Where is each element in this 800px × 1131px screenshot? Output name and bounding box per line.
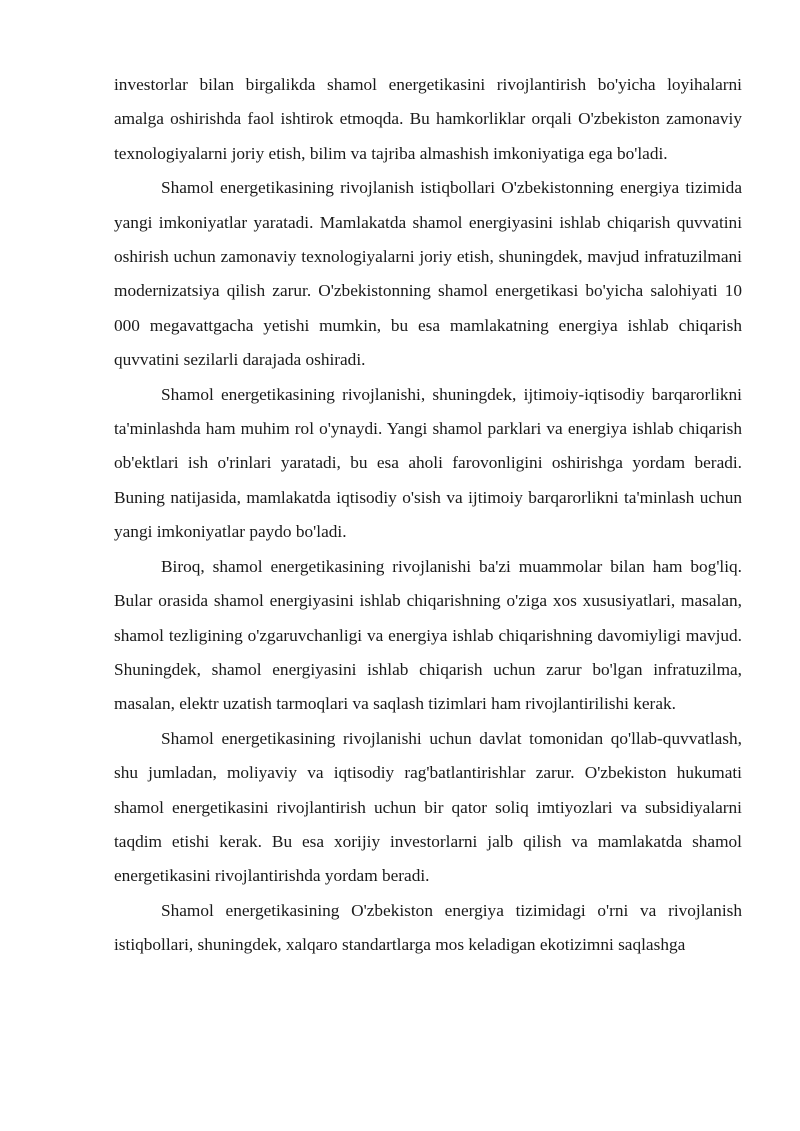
paragraph-development-prospects: Shamol energetikasining rivojlanish istiqbollari O'zbekistonning energiya tizimida yangi imkoniyatlar yaratadi. Mamlakatda shamol energiyasini ishlab chiqarish quvvatini oshirish uchun zamonaviy texnologiyalarni joriy etish, shuningdek, mavjud infratuzilmani modernizatsiya qilish zarur. O'zbekistonning shamol energetikasi bo'yicha salohiyati 10 000 megavattgacha yetishi mumkin, bu esa mamlakatning energiya ishlab chiqarish quvvatini sezilarli darajada oshiradi.: [114, 178, 742, 370]
paragraph-state-support: Shamol energetikasining rivojlanishi uchun davlat tomonidan qo'llab-quvvatlash, shu jumladan, moliyaviy va iqtisodiy rag'batlantirishlar zarur. O'zbekiston hukumati shamol energetikasini rivojlantirish uchun bir qator soliq imtiyozlari va subsidiyalarni taqdim etishi kerak. Bu esa xorijiy investorlarni jalb qilish va mamlakatda shamol energetikasini rivojlantirishda yordam beradi.: [114, 728, 742, 886]
document-page: [114, 68, 742, 963]
paragraph-continuation: investorlar bilan birgalikda shamol energetikasini rivojlantirish bo'yicha loyihalarni amalga oshirishda faol ishtirok etmoqda. Bu hamkorliklar orqali O'zbekiston zamonaviy texnologiyalarni joriy etish, bilim va tajriba almashish imkoniyatiga ega bo'ladi.: [114, 75, 742, 163]
paragraph-challenges: Biroq, shamol energetikasining rivojlanishi ba'zi muammolar bilan ham bog'liq. Bular orasida shamol energiyasini ishlab chiqarishning o'ziga xos xususiyatlari, masalan, shamol tezligining o'zgaruvchanligi va energiya ishlab chiqarishning davomiyligi mavjud. Shuningdek, shamol energiyasini ishlab chiqarish uchun zarur bo'lgan infratuzilma, masalan, elektr uzatish tarmoqlari va saqlash tizimlari ham rivojlantirilishi kerak.: [114, 556, 742, 714]
paragraph-socioeconomic-stability: Shamol energetikasining rivojlanishi, shuningdek, ijtimoiy-iqtisodiy barqarorlikni ta'minlashda ham muhim rol o'ynaydi. Yangi shamol parklari va energiya ishlab chiqarish ob'ektlari ish o'rinlari yaratadi, bu esa aholi farovonligini oshirishga yordam beradi. Buning natijasida, mamlakatda iqtisodiy o'sish va ijtimoiy barqarorlikni ta'minlash uchun yangi imkoniyatlar paydo bo'ladi.: [114, 384, 742, 542]
paragraph-role-and-ecosystem: Shamol energetikasining O'zbekiston energiya tizimidagi o'rni va rivojlanish istiqbollari, shuningdek, xalqaro standartlarga mos keladigan ekotizimni saqlashga: [114, 900, 742, 955]
